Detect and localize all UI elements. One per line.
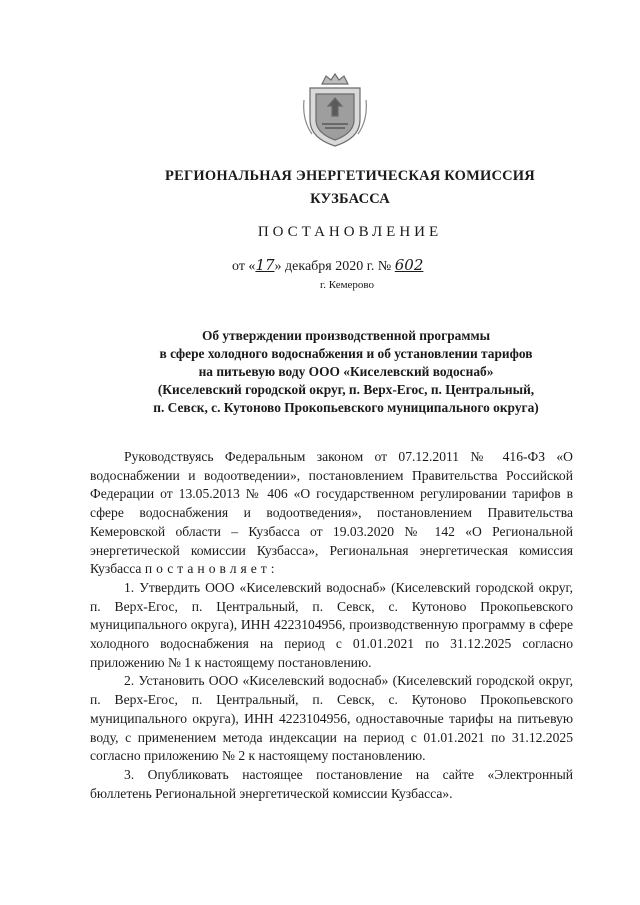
preamble-text: Руководствуясь Федеральным законом от 07.12.2011 № 416-ФЗ «О водоснабжении и водоотведении», постановлением Правительства Российской Федерации от 13.05.2013 № 406 «О государственном регулировании тарифов в сфере водоснабжения и водоотведения», постановлением Правительства Кемеровской области – Кузбасса от 19.03.2020 № 142 «О Региональной энергетической комиссии Кузбасса», Региональная энергетическая комиссия Кузбасса (90, 449, 573, 577)
date-middle: » декабря 2020 г. № (274, 259, 392, 274)
document-date-line (232, 256, 423, 275)
item-2-paragraph: 2. Установить ООО «Киселевский водоснаб» (Киселевский городской округ, п. Верх-Егос, п. Центральный, п. Севск, с. Кутоново Прокопьевского муниципального округа), ИНН 4223104956, одноставочные тарифы на питьевую воду, с применением метода индексации на период с 01.01.2021 по 31.12.2025 согласно приложению № 2 к настоящему постановлению. (90, 673, 573, 764)
org-name-line2: КУЗБАССА (310, 191, 390, 207)
title-line2: в сфере холодного водоснабжения и об установлении тарифов (159, 346, 533, 361)
org-name-line1: РЕГИОНАЛЬНАЯ ЭНЕРГЕТИЧЕСКАЯ КОМИССИЯ (165, 168, 535, 184)
item-3-paragraph: 3. Опубликовать настоящее постановление на сайте «Электронный бюллетень Региональной энергетической комиссии Кузбасса». (90, 766, 573, 801)
city: г. Кемерово (320, 279, 375, 291)
title-line4: (Киселевский городской округ, п. Верх-Егос, п. Центральный, (157, 382, 535, 397)
resolves-word: постановляет: (144, 561, 279, 577)
kuzbass-coat-of-arms-icon (300, 70, 370, 148)
title-line3: на питьевую воду ООО «Киселевский водоснаб» (198, 364, 494, 379)
document-body (90, 448, 573, 803)
title-line1: Об утверждении производственной программы (201, 328, 491, 343)
date-day: 17 (255, 256, 275, 274)
document-number: 602 (394, 256, 424, 274)
preamble-paragraph (90, 448, 573, 579)
title-line5: п. Севск, с. Кутоново Прокопьевского муниципального округа) (153, 400, 539, 415)
date-prefix: от « (232, 259, 256, 274)
document-type: ПОСТАНОВЛЕНИЕ (257, 224, 443, 240)
item-1-paragraph: 1. Утвердить ООО «Киселевский водоснаб» (Киселевский городской округ, п. Верх-Егос, п. Центральный, п. Севск, с. Кутоново Прокопьевского муниципального округа), ИНН 4223104956, производственную программу в сфере холодного водоснабжения на период с 01.01.2021 по 31.12.2025 согласно приложению № 1 к настоящему постановлению. (90, 579, 573, 670)
